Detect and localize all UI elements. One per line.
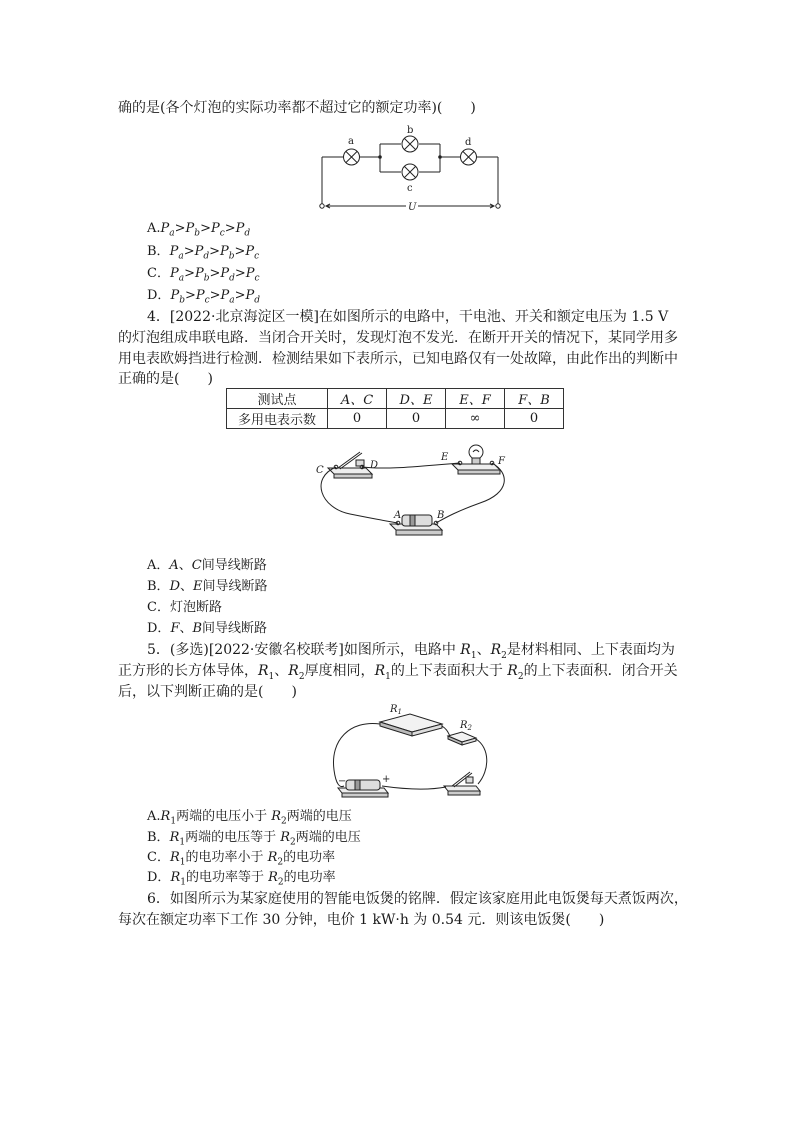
table-cell: ∞ bbox=[446, 409, 505, 429]
q5-stem-line-3: 后，以下判断正确的是( ) bbox=[118, 684, 297, 700]
lamp-a-label: a bbox=[348, 136, 354, 147]
q4-stem-line-4: 正确的是( ) bbox=[118, 371, 213, 387]
q4-stem-line-3: 用电表欧姆挡进行检测．检测结果如下表所示，已知电路仅有一处故障，由此作出的判断中 bbox=[118, 351, 678, 367]
table-cell: 0 bbox=[387, 409, 446, 429]
table-cell: 0 bbox=[505, 409, 564, 429]
q5-stem-line-1: 5．(多选)[2022·安徽名校联考]如图所示，电路中 $R_1$、$R_2$是材料相同、上下表面均为 bbox=[147, 642, 675, 661]
q3-option-b: B．$P_a>P_d>P_b>P_c$ bbox=[147, 244, 260, 262]
battery-plus-label: + bbox=[382, 774, 391, 785]
lamp-d-icon bbox=[461, 149, 477, 165]
q4-stem-line-1: 4．[2022·北京海淀区一模]在如图所示的电路中，干电池、开关和额定电压为 1.5 V bbox=[147, 309, 669, 325]
lamp-c-icon bbox=[402, 164, 418, 180]
q5-stem-line-2: 正方形的长方体导体，$R_1$、$R_2$厚度相同，$R_1$的上下表面积大于 $R_2$的上下表面积．闭合开关 bbox=[118, 663, 678, 682]
switch-icon bbox=[328, 452, 372, 478]
terminal-e-label: E bbox=[441, 452, 449, 463]
q6-stem-line-2: 每次在额定功率下工作 30 分钟，电价 1 kW·h 为 0.54 元．则该电饭煲( ) bbox=[118, 912, 605, 928]
q4-measurement-table bbox=[226, 388, 564, 429]
table-cell: 0 bbox=[328, 409, 387, 429]
q4-option-b: B．D、E间导线断路 bbox=[147, 579, 268, 594]
q3-option-a: $A.P_a>P_b>P_c>P_d$ bbox=[147, 221, 251, 239]
terminal-d-label: D bbox=[370, 460, 379, 471]
q4-option-d: D．F、B间导线断路 bbox=[147, 621, 268, 636]
lamp-a-icon bbox=[344, 149, 360, 165]
table-header: F、B bbox=[505, 389, 564, 409]
terminal-f-label: F bbox=[498, 456, 505, 467]
lamp-d-label: d bbox=[465, 137, 472, 148]
resistor-r1-icon bbox=[380, 714, 442, 736]
q5-option-a: $A.R_1$两端的电压小于 $R_2$两端的电压 bbox=[147, 809, 352, 827]
switch-icon bbox=[444, 772, 480, 795]
table-row bbox=[227, 409, 564, 429]
q5-option-d: D．$R_1$的电功率等于 $R_2$的电功率 bbox=[147, 870, 336, 888]
q4-stem-line-2: 的灯泡组成串联电路．当闭合开关时，发现灯泡不发光．在断开开关的情况下，某同学用多 bbox=[118, 330, 678, 346]
table-header-row bbox=[227, 389, 564, 409]
q5-option-c: C．$R_1$的电功率小于 $R_2$的电功率 bbox=[147, 850, 336, 868]
battery-minus-label: − bbox=[338, 776, 347, 787]
q4-option-a: A．A、C间导线断路 bbox=[147, 558, 267, 573]
lamp-c-label: c bbox=[407, 183, 413, 194]
q6-stem-line-1: 6．如图所示为某家庭使用的智能电饭煲的铭牌．假定该家庭用此电饭煲每天煮饭两次， bbox=[147, 891, 688, 907]
terminal-c-label: C bbox=[316, 465, 324, 476]
r1-label: $R_1$ bbox=[390, 704, 402, 716]
q4-circuit-illustration bbox=[310, 438, 520, 548]
q3-option-c: C．$P_a>P_b>P_d>P_c$ bbox=[147, 266, 260, 284]
bulb-icon bbox=[452, 445, 500, 474]
q3-circuit-diagram bbox=[310, 124, 510, 216]
r2-label: $R_2$ bbox=[460, 720, 472, 732]
table-header: A、C bbox=[328, 389, 387, 409]
q4-option-c: C．灯泡断路 bbox=[147, 600, 222, 615]
q3-option-d: D．$P_b>P_c>P_a>P_d$ bbox=[147, 288, 261, 306]
terminal-a-label: A bbox=[394, 510, 402, 521]
voltage-label: U bbox=[408, 202, 417, 213]
q5-option-b: B．$R_1$两端的电压等于 $R_2$两端的电压 bbox=[147, 830, 361, 848]
resistor-r2-icon bbox=[448, 732, 476, 745]
terminal-b-label: B bbox=[437, 510, 445, 521]
lamp-b-icon bbox=[402, 136, 418, 152]
lamp-b-label: b bbox=[407, 125, 414, 136]
table-header: D、E bbox=[387, 389, 446, 409]
table-header: 测试点 bbox=[227, 389, 328, 409]
table-header: E、F bbox=[446, 389, 505, 409]
q5-circuit-illustration bbox=[330, 700, 490, 804]
q3-stem: 确的是(各个灯泡的实际功率都不超过它的额定功率)( ) bbox=[118, 100, 476, 116]
table-row-label: 多用电表示数 bbox=[227, 409, 328, 429]
